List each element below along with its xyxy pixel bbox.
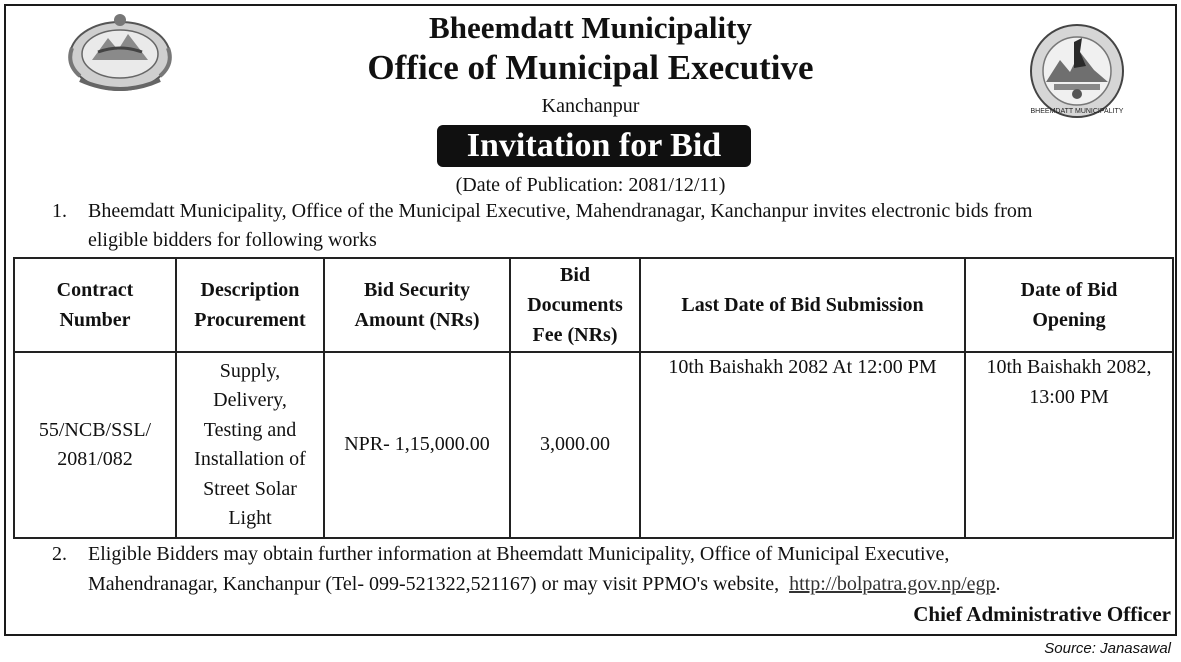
para1-line1: Bheemdatt Municipality, Office of the Municipal Executive, Mahendranagar, Kanchanpur invites electronic bids from: [88, 200, 1033, 222]
municipality-name: Bheemdatt Municipality: [429, 10, 752, 45]
source-credit: Source: Janasawal: [1044, 640, 1171, 657]
cell-document-fee: 3,000.00: [510, 352, 640, 538]
header-contract-number: Contract Number: [14, 258, 176, 352]
para1-number: 1.: [52, 200, 67, 222]
publication-date: (Date of Publication: 2081/12/11): [455, 174, 726, 196]
cell-description: Supply, Delivery, Testing and Installation of Street Solar Light: [176, 352, 324, 538]
table-header-row: [14, 258, 1173, 352]
para2-number: 2.: [52, 543, 67, 565]
cell-opening-date: 10th Baishakh 2082, 13:00 PM: [965, 352, 1173, 538]
para2-line1: Eligible Bidders may obtain further information at Bheemdatt Municipality, Office of Municipal Executive,: [88, 543, 950, 565]
signature: Chief Administrative Officer: [913, 602, 1171, 626]
cell-contract-number: 55/NCB/SSL/ 2081/082: [14, 352, 176, 538]
header-description: Description Procurement: [176, 258, 324, 352]
office-title: Office of Municipal Executive: [367, 48, 814, 87]
header-opening-date: Date of Bid Opening: [965, 258, 1173, 352]
bid-table: [13, 257, 1174, 539]
district-name: Kanchanpur: [541, 95, 640, 117]
table-row: [14, 352, 1173, 538]
ppmo-website-link[interactable]: http://bolpatra.gov.np/egp: [789, 573, 996, 595]
header-last-date: Last Date of Bid Submission: [640, 258, 965, 352]
header-bid-security: Bid Security Amount (NRs): [324, 258, 510, 352]
header-document-fee: Bid Documents Fee (NRs): [510, 258, 640, 352]
para1-line2: eligible bidders for following works: [88, 229, 377, 251]
cell-last-date: 10th Baishakh 2082 At 12:00 PM: [640, 352, 965, 538]
logo-caption: BHEEMDATT MUNICIPALITY: [1030, 108, 1124, 115]
invitation-banner: Invitation for Bid: [437, 125, 751, 167]
para2-line2: Mahendranagar, Kanchanpur (Tel- 099-521322,521167) or may visit PPMO's website, http://bolpatra.gov.np/egp.: [88, 573, 1001, 595]
cell-bid-security: NPR- 1,15,000.00: [324, 352, 510, 538]
